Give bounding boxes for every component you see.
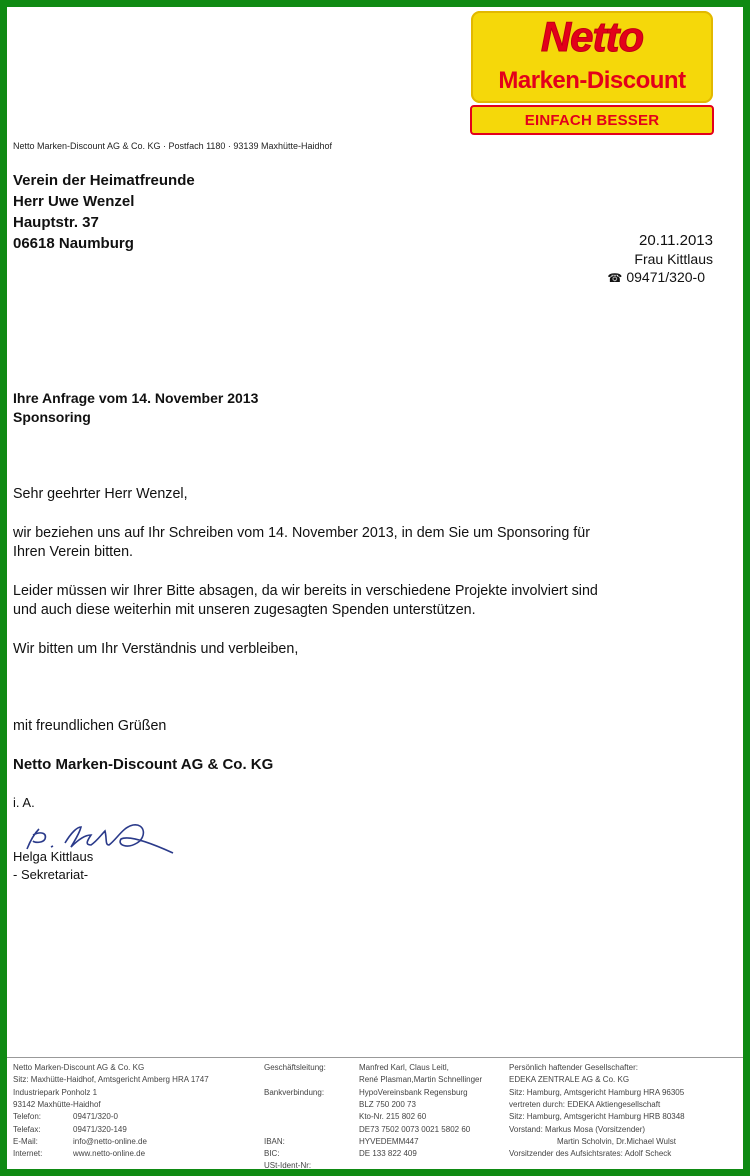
contact-phone: 09471/320-0	[626, 269, 705, 285]
footer-contact-value: 09471/320-0	[73, 1112, 118, 1122]
footer-divider	[7, 1057, 743, 1058]
footer-bank-line: René Plasman,Martin Schnellinger	[359, 1075, 483, 1085]
footer-label: Bankverbindung:	[264, 1087, 325, 1097]
contact-phone-row	[607, 269, 705, 285]
footer-partner-line: EDEKA ZENTRALE AG & Co. KG	[509, 1075, 630, 1085]
footer-bank-line: HYVEDEMM447	[359, 1136, 419, 1146]
on-behalf: i. A.	[13, 795, 35, 810]
letter-page	[7, 7, 743, 1169]
footer-partner-line: Martin Scholvin, Dr.Michael Wulst	[557, 1136, 676, 1146]
signer-role: - Sekretariat-	[13, 867, 89, 882]
footer-bank-line: DE 133 822 409	[359, 1149, 417, 1159]
body-paragraph-1-line-2: Ihren Verein bitten.	[13, 544, 134, 560]
signer-name: Helga Kittlaus	[13, 849, 94, 864]
footer-bank-line: BLZ 750 200 73	[359, 1099, 416, 1109]
footer-company-line: Netto Marken-Discount AG & Co. KG	[13, 1063, 145, 1072]
footer-label: USt-Ident-Nr:	[264, 1161, 312, 1169]
logo-marken-discount-text: Marken-Discount	[498, 67, 686, 94]
footer-contact-value: 09471/320-149	[73, 1124, 127, 1134]
closing: mit freundlichen Grüßen	[13, 718, 167, 734]
netto-logo	[471, 11, 713, 103]
salutation: Sehr geehrter Herr Wenzel,	[13, 486, 188, 502]
footer-partner-line: vertreten durch: EDEKA Aktiengesellschaft	[509, 1099, 661, 1109]
logo-slogan-text: EINFACH BESSER	[524, 112, 660, 129]
body-paragraph-2-line-2: und auch diese weiterhin mit unseren zugesagten Spenden unterstützen.	[13, 602, 476, 618]
telephone-icon: ☎	[607, 271, 623, 285]
subject-line-2: Sponsoring	[13, 409, 91, 425]
contact-person: Frau Kittlaus	[634, 251, 713, 267]
recipient-line-1: Verein der Heimatfreunde	[13, 172, 195, 189]
footer-bank-line: DE73 7502 0073 0021 5802 60	[359, 1124, 471, 1134]
footer-contact-label: E-Mail:	[13, 1136, 38, 1146]
body-paragraph-3: Wir bitten um Ihr Verständnis und verbleiben,	[13, 641, 299, 657]
logo-netto-text: Netto	[540, 13, 644, 60]
footer-bank-line: Kto-Nr. 215 802 60	[359, 1112, 427, 1122]
footer-partner-line: Vorsitzender des Aufsichtsrates: Adolf Scheck	[509, 1149, 672, 1159]
footer-bank-line: HypoVereinsbank Regensburg	[359, 1087, 468, 1097]
logo-slogan-box	[470, 105, 714, 135]
footer-partner-line: Vorstand: Markus Mosa (Vorsitzender)	[509, 1124, 646, 1134]
footer-company-line: 93142 Maxhütte-Haidhof	[13, 1099, 101, 1109]
footer-partner-line: Sitz: Hamburg, Amtsgericht Hamburg HRA 96305	[509, 1087, 685, 1097]
footer-company-line: Sitz: Maxhütte-Haidhof, Amtsgericht Amberg HRA 1747	[13, 1075, 209, 1085]
footer-label: IBAN:	[264, 1136, 285, 1146]
footer-partner-line: Persönlich haftender Gesellschafter:	[509, 1063, 638, 1072]
footer-contact-label: Telefax:	[13, 1124, 41, 1134]
footer-label: BIC:	[264, 1149, 280, 1159]
footer-contact-value: www.netto-online.de	[73, 1149, 146, 1159]
recipient-line-2: Herr Uwe Wenzel	[13, 193, 135, 210]
signature-company: Netto Marken-Discount AG & Co. KG	[13, 756, 274, 773]
footer-contact-label: Telefon:	[13, 1112, 42, 1122]
footer-company-line: Industriepark Ponholz 1	[13, 1087, 98, 1097]
recipient-line-3: Hauptstr. 37	[13, 214, 99, 231]
footer-contact-value: info@netto-online.de	[73, 1136, 147, 1146]
footer-partner-line: Sitz: Hamburg, Amtsgericht Hamburg HRB 80348	[509, 1112, 685, 1122]
body-paragraph-2-line-1: Leider müssen wir Ihrer Bitte absagen, da wir bereits in verschiedene Projekte involviert sind	[13, 583, 598, 599]
letter-date: 20.11.2013	[639, 232, 713, 249]
footer-bank-line: Manfred Karl, Claus Leitl,	[359, 1063, 449, 1072]
recipient-line-4: 06618 Naumburg	[13, 235, 134, 252]
footer-label: Geschäftsleitung:	[264, 1063, 326, 1072]
body-paragraph-1-line-1: wir beziehen uns auf Ihr Schreiben vom 14. November 2013, in dem Sie um Sponsoring für	[13, 525, 590, 541]
footer-contact-label: Internet:	[13, 1149, 43, 1159]
sender-line: Netto Marken-Discount AG & Co. KG · Postfach 1180 · 93139 Maxhütte-Haidhof	[13, 141, 332, 151]
subject-line-1: Ihre Anfrage vom 14. November 2013	[13, 390, 259, 406]
